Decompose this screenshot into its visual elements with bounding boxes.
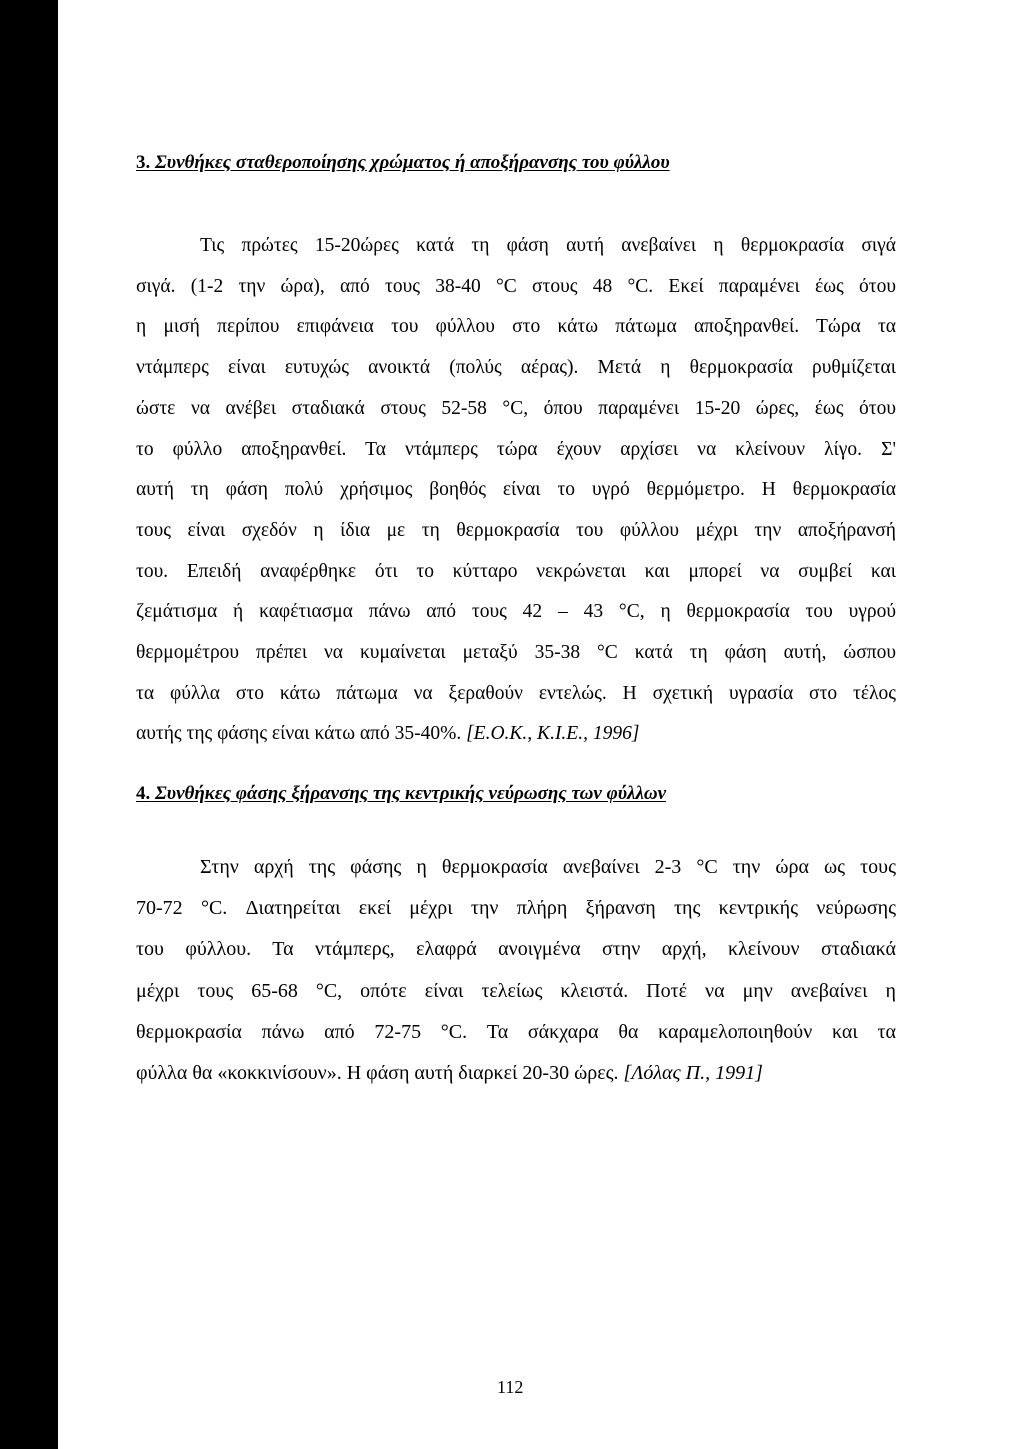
paragraph-line: αυτή τη φάση πολύ χρήσιμος βοηθός είναι το υγρό θερμόμετρο. Η θερμοκρασία bbox=[136, 479, 896, 501]
citation-reference: [Ε.Ο.Κ., Κ.Ι.Ε., 1996] bbox=[466, 723, 640, 745]
paragraph-line: του. Επειδή αναφέρθηκε ότι το κύτταρο νεκρώνεται και μπορεί να συμβεί και bbox=[136, 560, 896, 582]
section-3-number: 3. bbox=[136, 152, 151, 173]
section-3-title: Συνθήκες σταθεροποίησης χρώματος ή αποξήρανσης του φύλλου bbox=[155, 152, 670, 173]
paragraph-line: ώστε να ανέβει σταδιακά στους 52-58 °C, όπου παραμένει 15-20 ώρες, έως ότου bbox=[136, 397, 896, 419]
section-3-paragraph bbox=[136, 226, 896, 755]
paragraph-line: ντάμπερς είναι ευτυχώς ανοικτά (πολύς αέρας). Μετά η θερμοκρασία ρυθμίζεται bbox=[136, 357, 896, 379]
paragraph-line: τα φύλλα στο κάτω πάτωμα να ξεραθούν εντελώς. Η σχετική υγρασία στο τέλος bbox=[136, 682, 896, 704]
paragraph-last-line bbox=[136, 1053, 896, 1094]
paragraph-last-line bbox=[136, 714, 896, 755]
paragraph-line: τους είναι σχεδόν η ίδια με τη θερμοκρασία του φύλλου μέχρι την αποξήρανσή bbox=[136, 519, 896, 541]
paragraph-line: Στην αρχή της φάσης η θερμοκρασία ανεβαίνει 2-3 °C την ώρα ως τους bbox=[200, 856, 896, 878]
paragraph-line: η μισή περίπου επιφάνεια του φύλλου στο κάτω πάτωμα αποξηρανθεί. Τώρα τα bbox=[136, 316, 896, 338]
scan-edge-line-top bbox=[52, 40, 54, 910]
paragraph-line: σιγά. (1-2 την ώρα), από τους 38-40 °C στους 48 °C. Εκεί παραμένει έως ότου bbox=[136, 275, 896, 297]
paragraph-line: θερμομέτρου πρέπει να κυμαίνεται μεταξύ 35-38 °C κατά τη φάση αυτή, ώσπου bbox=[136, 642, 896, 664]
page-number: 112 bbox=[497, 1377, 524, 1397]
section-4-paragraph bbox=[136, 847, 896, 1094]
paragraph-line-text: αυτής της φάσης είναι κάτω από 35-40%. bbox=[136, 723, 467, 745]
paragraph-line: Τις πρώτες 15-20ώρες κατά τη φάση αυτή ανεβαίνει η θερμοκρασία σιγά bbox=[200, 235, 896, 256]
paragraph-line: μέχρι τους 65-68 °C, οπότε είναι τελείως κλειστά. Ποτέ να μην ανεβαίνει η bbox=[136, 979, 896, 1002]
paragraph-line: ζεμάτισμα ή καφέτιασμα πάνω από τους 42 – 43 °C, η θερμοκρασία του υγρού bbox=[136, 601, 896, 623]
citation-reference: [Λόλας Π., 1991] bbox=[623, 1062, 763, 1085]
section-4-number: 4. bbox=[136, 783, 151, 804]
section-4-heading bbox=[136, 783, 666, 805]
paragraph-line: θερμοκρασία πάνω από 72-75 °C. Τα σάκχαρα θα καραμελοποιηθούν και τα bbox=[136, 1020, 896, 1043]
scan-edge-line-bottom bbox=[52, 1358, 54, 1449]
section-4-title: Συνθήκες φάσης ξήρανσης της κεντρικής νεύρωσης των φύλλων bbox=[155, 783, 667, 804]
paragraph-line: του φύλλου. Τα ντάμπερς, ελαφρά ανοιγμένα στην αρχή, κλείνουν σταδιακά bbox=[136, 938, 896, 961]
paragraph-line: το φύλλο αποξηρανθεί. Τα ντάμπερς τώρα έχουν αρχίσει να κλείνουν λίγο. Σ' bbox=[136, 438, 896, 460]
paragraph-line: 70-72 °C. Διατηρείται εκεί μέχρι την πλήρη ξήρανση της κεντρικής νεύρωσης bbox=[136, 897, 896, 920]
paragraph-line-text: φύλλα θα «κοκκινίσουν». Η φάση αυτή διαρκεί 20-30 ώρες. bbox=[136, 1062, 624, 1085]
section-3-heading bbox=[136, 152, 670, 174]
